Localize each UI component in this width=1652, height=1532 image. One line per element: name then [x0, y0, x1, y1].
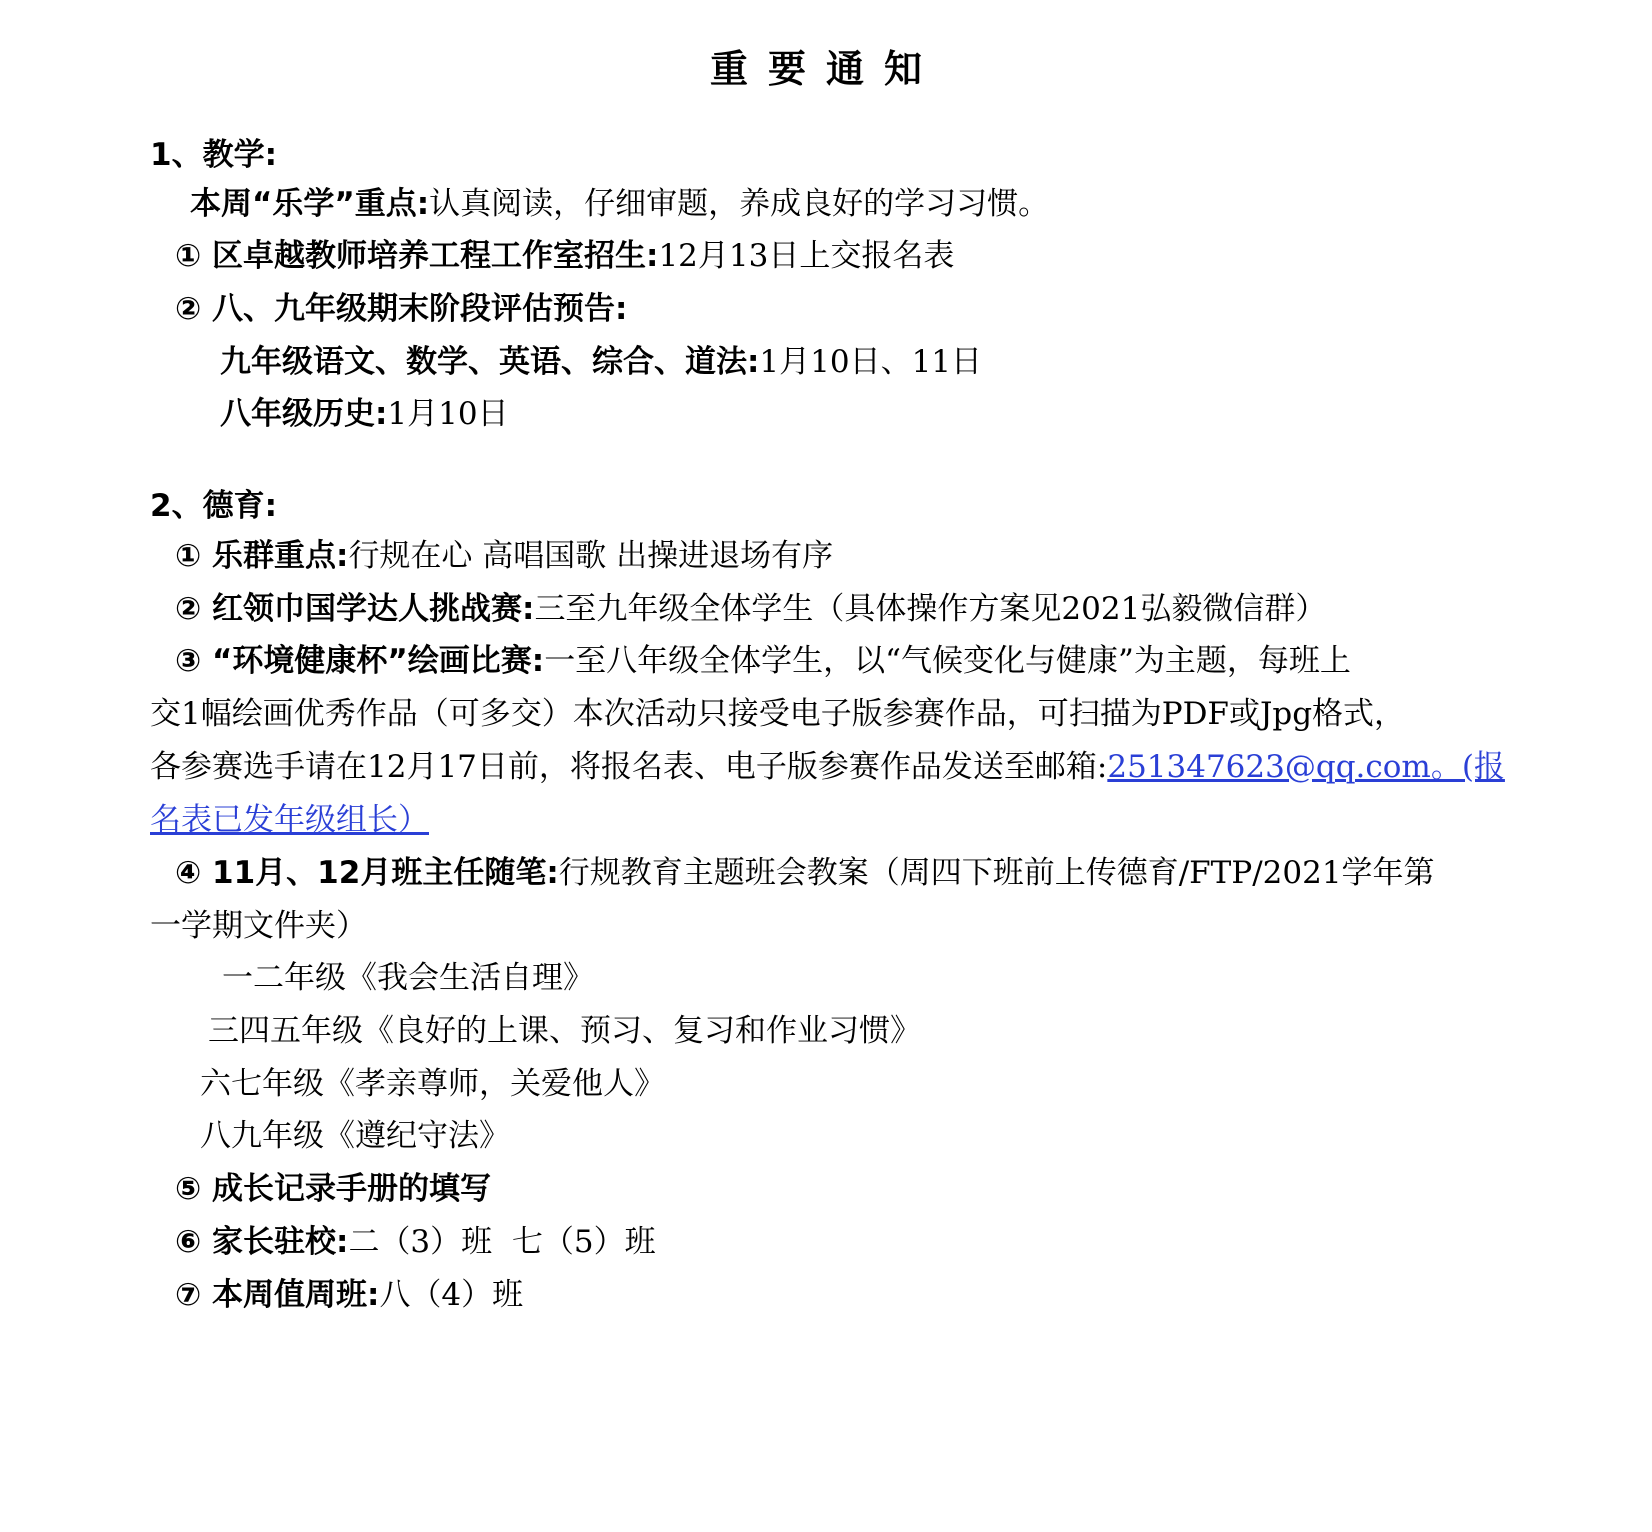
- moral-item-3: [175, 641, 1351, 681]
- moral-item-5: ⑤ 成长记录手册的填写: [175, 1171, 492, 1207]
- focus-line: [190, 184, 1049, 224]
- teaching-item-1-text: 12月13日上交报名表: [658, 238, 955, 274]
- moral-item-6-label: ⑥ 家长驻校:: [175, 1224, 349, 1260]
- teaching-item-1-label: ① 区卓越教师培养工程工作室招生:: [175, 238, 659, 274]
- section-heading-teaching: 1、教学:: [150, 137, 277, 173]
- grade-topic-4: 八九年级《遵纪守法》: [200, 1118, 510, 1154]
- moral-item-2-label: ② 红领巾国学达人挑战赛:: [175, 591, 535, 627]
- moral-item-3-text-line3: 各参赛选手请在12月17日前，将报名表、电子版参赛作品发送至邮箱:: [150, 749, 1108, 785]
- teaching-item-2a: [220, 342, 982, 382]
- moral-item-7-label: ⑦ 本周值周班:: [175, 1277, 380, 1313]
- teaching-item-2b-label: 八年级历史:: [220, 396, 388, 432]
- page-title: 重要通知: [709, 47, 942, 91]
- moral-item-3-label: ③ “环境健康杯”绘画比赛:: [175, 643, 545, 679]
- grade-topic-3: 六七年级《孝亲尊师，关爱他人》: [200, 1066, 665, 1102]
- grade-topic-1: 一二年级《我会生活自理》: [222, 960, 594, 996]
- moral-item-4-text-line1: 行规教育主题班会教案（周四下班前上传德育/FTP/2021学年第: [558, 855, 1435, 891]
- teaching-item-2a-label: 九年级语文、数学、英语、综合、道法:: [220, 344, 760, 380]
- teaching-item-1: [175, 236, 954, 276]
- moral-item-2-text: 三至九年级全体学生（具体操作方案见2021弘毅微信群）: [534, 591, 1327, 627]
- moral-item-3-line4: [150, 800, 429, 840]
- teaching-item-2b-text: 1月10日: [387, 396, 509, 432]
- moral-item-1: [175, 536, 833, 576]
- email-link[interactable]: 251347623@qq.com。(报: [1107, 749, 1505, 785]
- moral-item-3-text-line1: 一至八年级全体学生，以“气候变化与健康”为主题，每班上: [544, 643, 1351, 679]
- moral-item-1-label: ① 乐群重点:: [175, 538, 349, 574]
- grade-topic-2: 三四五年级《良好的上课、预习、复习和作业习惯》: [208, 1013, 921, 1049]
- moral-item-7-text: 八（4）班: [379, 1277, 524, 1313]
- focus-label: 本周“乐学”重点:: [190, 186, 430, 222]
- moral-item-3-line3: [150, 747, 1505, 787]
- moral-item-6: [175, 1222, 656, 1262]
- focus-text: 认真阅读，仔细审题，养成良好的学习习惯。: [429, 186, 1050, 222]
- email-link-continued[interactable]: 名表已发年级组长）: [150, 802, 429, 838]
- moral-item-7: [175, 1275, 523, 1315]
- moral-item-4: [175, 853, 1435, 893]
- moral-item-3-text-line2: 交1幅绘画优秀作品（可多交）本次活动只接受电子版参赛作品，可扫描为PDF或Jpg格式，: [150, 696, 1406, 732]
- moral-item-1-text: 行规在心 高唱国歌 出操进退场有序: [348, 538, 834, 574]
- moral-item-2: [175, 589, 1326, 629]
- teaching-item-2b: [220, 394, 509, 434]
- moral-item-4-text-line2: 一学期文件夹）: [150, 908, 367, 944]
- moral-item-4-label: ④ 11月、12月班主任随笔:: [175, 855, 559, 891]
- teaching-item-2a-text: 1月10日、11日: [759, 344, 983, 380]
- moral-item-6-text: 二（3）班 七（5）班: [348, 1224, 656, 1260]
- teaching-item-2-label: ② 八、九年级期末阶段评估预告:: [175, 291, 628, 327]
- section-heading-moral: 2、德育:: [150, 488, 277, 524]
